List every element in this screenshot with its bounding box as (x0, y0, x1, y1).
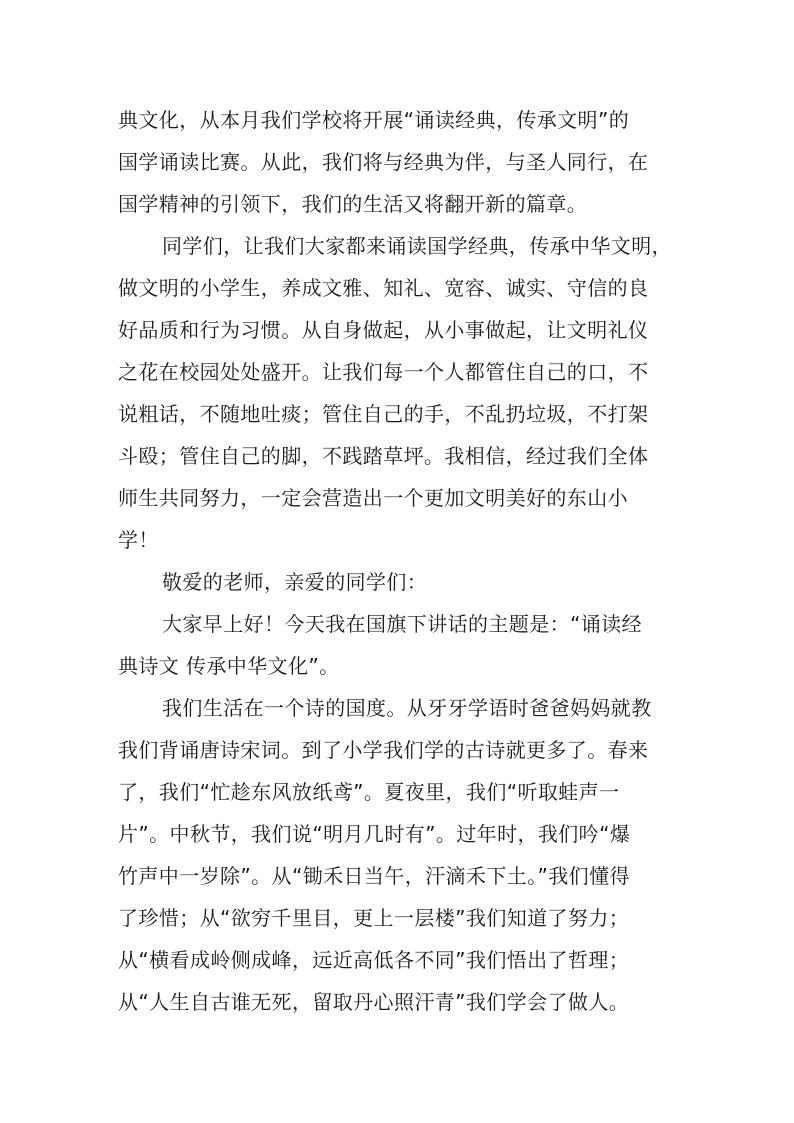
paragraph-start-line: 同学们，让我们大家都来诵读国学经典，传承中华文明， (162, 234, 672, 258)
text-line: 做文明的小学生，养成文雅、知礼、宽容、诚实、守信的良 (118, 276, 649, 300)
paragraph-start-line: 大家早上好！今天我在国旗下讲话的主题是：“诵读经 (162, 612, 642, 636)
text-line: 学！ (118, 528, 159, 552)
text-line: 竹声中一岁除”。从“锄禾日当午，汗滴禾下土。”我们懂得 (118, 864, 630, 888)
text-line: 好品质和行为习惯。从自身做起，从小事做起，让文明礼仪 (118, 318, 649, 342)
text-line: 片”。中秋节，我们说“明月几时有”。过年时，我们吟“爆 (118, 822, 631, 846)
text-line: 之花在校园处处盛开。让我们每一个人都管住自己的口，不 (118, 360, 649, 384)
text-line: 从“横看成岭侧成峰，远近高低各不同”我们悟出了哲理； (118, 948, 630, 972)
text-line: 典诗文 传承中华文化”。 (118, 654, 340, 678)
text-line: 了珍惜；从“欲穷千里目，更上一层楼”我们知道了努力； (118, 906, 630, 930)
text-line: 说粗话，不随地吐痰；管住自己的手，不乱扔垃圾，不打架 (118, 402, 649, 426)
text-line: 师生共同努力，一定会营造出一个更加文明美好的东山小 (118, 486, 628, 510)
speech-text (118, 99, 680, 1023)
text-line: 斗殴；管住自己的脚，不践踏草坪。我相信，经过我们全体 (118, 444, 649, 468)
text-line: 从“人生自古谁无死，留取丹心照汗青”我们学会了做人。 (118, 990, 630, 1014)
salutation-line: 敬爱的老师，亲爱的同学们： (162, 570, 428, 594)
text-line: 国学精神的引领下，我们的生活又将翻开新的篇章。 (118, 192, 588, 216)
paragraph-start-line: 我们生活在一个诗的国度。从牙牙学语时爸爸妈妈就教 (162, 696, 652, 720)
text-line: 国学诵读比赛。从此，我们将与经典为伴，与圣人同行，在 (118, 150, 649, 174)
text-line: 我们背诵唐诗宋词。到了小学我们学的古诗就更多了。春来 (118, 738, 649, 762)
text-line: 典文化，从本月我们学校将开展“诵读经典，传承文明”的 (118, 108, 630, 132)
text-line: 了，我们“忙趁东风放纸鸢”。夏夜里，我们“听取蛙声一 (118, 780, 620, 804)
